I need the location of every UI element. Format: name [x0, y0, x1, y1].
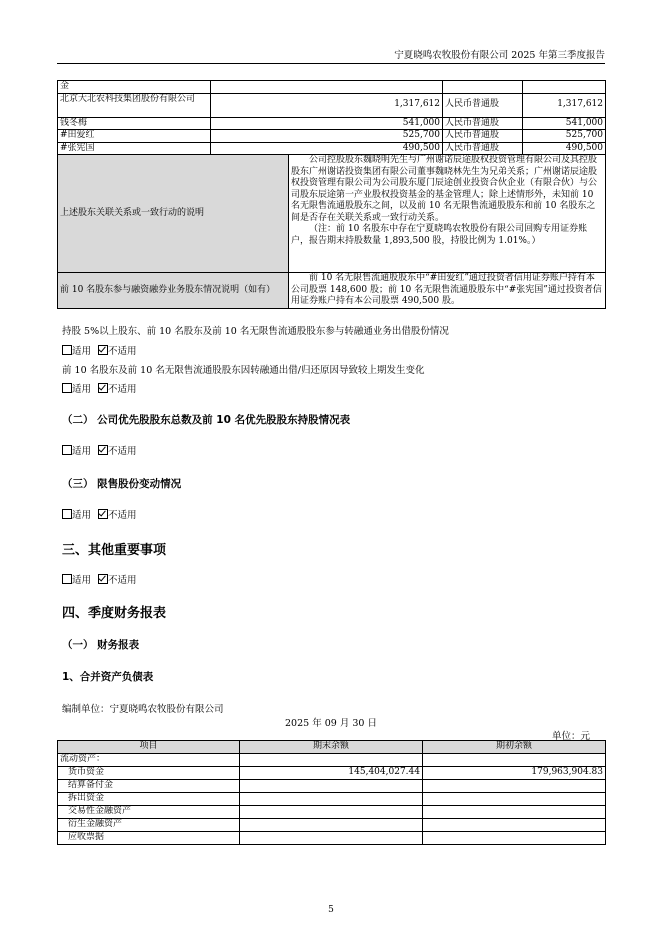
checkbox-unchecked-icon [62, 383, 72, 393]
relation-text: 公司控股股东魏晓明先生与广州谢诺辰途股权投资管理有限公司及其控股股东广州谢诺投资集团有限公司董事魏晓林先生为兄弟关系；广州谢诺辰途股权投资管理有限公司为公司股东厦门辰途创业投资合伙企业（有限合伙）与公司股东辰途第一产业股权投资基金的基金管理人；除上述情形外，未知前 10 名无限售流通股股东之间，以及前 10 名无限售流通股股东和前 10 名股东之间是否存在关联关系或一致行动关系。 [291, 155, 598, 223]
not-applicable-label: 不适用 [108, 346, 137, 357]
checkbox-checked-icon [98, 383, 108, 393]
item-label: 货币资金 [58, 767, 240, 780]
end-balance [240, 806, 423, 819]
applicable-label: 适用 [72, 384, 92, 395]
checkbox-unchecked-icon [62, 574, 72, 584]
page-number: 5 [328, 905, 334, 915]
item-label: 衍生金融资产 [58, 819, 240, 832]
column-header: 期末余额 [240, 741, 423, 754]
item-label: 拆出资金 [58, 793, 240, 806]
end-balance [240, 832, 423, 845]
section-heading: （二） 公司优先股股东总数及前 10 名优先股股东持股情况表 [62, 414, 351, 426]
applicable-label: 适用 [72, 575, 92, 586]
report-date: 2025 年 09 月 30 日 [285, 718, 377, 729]
section-heading: （一） 财务报表 [62, 639, 140, 651]
relation-description [289, 155, 606, 273]
table-row [58, 754, 606, 767]
not-applicable-label: 不适用 [108, 446, 137, 457]
lending-statement: 持股 5%以上股东、前 10 名股东及前 10 名无限售流通股股东参与转融通业务出借股份情况 [62, 326, 449, 337]
shares-held: 490,500 [211, 142, 443, 155]
applicable-label: 适用 [72, 510, 92, 521]
table-row [58, 81, 606, 94]
option-group [62, 572, 137, 586]
shares-held: 541,000 [211, 117, 443, 130]
shareholder-name: 钱冬梅 [58, 117, 211, 130]
shareholder-name: 北京大北农科技集团股份有限公司 [58, 93, 211, 117]
balance-sheet-table [57, 740, 606, 845]
begin-balance [423, 793, 606, 806]
table-row [58, 93, 606, 117]
relation-label: 上述股东关联关系或一致行动的说明 [58, 155, 289, 273]
checkbox-unchecked-icon [62, 445, 72, 455]
section-heading: 三、其他重要事项 [62, 543, 167, 558]
checkbox-checked-icon [98, 445, 108, 455]
not-applicable-label: 不适用 [108, 384, 137, 395]
begin-balance [423, 754, 606, 767]
shareholders-table [57, 80, 606, 309]
checkbox-checked-icon [98, 574, 108, 584]
begin-balance [423, 780, 606, 793]
share-type: 人民币普通股 [443, 130, 523, 143]
shareholder-name: #田爱红 [58, 130, 211, 143]
change-statement: 前 10 名股东及前 10 名无限售流通股股东因转融通出借/归还原因导致较上期发生变化 [62, 365, 425, 376]
item-label: 流动资产： [58, 754, 240, 767]
section-heading: （三） 限售股份变动情况 [62, 478, 182, 490]
begin-balance [423, 832, 606, 845]
table-row [58, 130, 606, 143]
option-group [62, 343, 137, 357]
table-row [58, 819, 606, 832]
table-row [58, 273, 606, 309]
margin-description: 前 10 名无限售流通股股东中“#田爱红”通过投资者信用证券账户持有本公司股票 148,600 股；前 10 名无限售流通股股东中“#张宪国”通过投资者信用证券账户持有本公司股票 490,500 股。 [289, 273, 606, 309]
page-header: 宁夏晓鸣农牧股份有限公司 2025 年第三季度报告 [394, 50, 605, 61]
table-row [58, 832, 606, 845]
end-balance [240, 780, 423, 793]
applicable-label: 适用 [72, 346, 92, 357]
share-count: 541,000 [523, 117, 606, 130]
table-row [58, 155, 606, 273]
option-group [62, 507, 137, 521]
item-label: 结算备付金 [58, 780, 240, 793]
table-row [58, 142, 606, 155]
checkbox-unchecked-icon [62, 345, 72, 355]
begin-balance [423, 806, 606, 819]
share-type: 人民币普通股 [443, 117, 523, 130]
end-balance [240, 793, 423, 806]
share-count: 1,317,612 [523, 93, 606, 117]
table-row [58, 767, 606, 780]
shares-held: 525,700 [211, 130, 443, 143]
compiler-line: 编制单位：宁夏晓鸣农牧股份有限公司 [62, 704, 224, 715]
header-rule [57, 63, 605, 64]
share-type: 人民币普通股 [443, 142, 523, 155]
table-row [58, 806, 606, 819]
not-applicable-label: 不适用 [108, 510, 137, 521]
column-header: 项目 [58, 741, 240, 754]
begin-balance: 179,963,904.83 [423, 767, 606, 780]
item-label: 应收票据 [58, 832, 240, 845]
relation-note: （注：前 10 名股东中存在宁夏晓鸣农牧股份有限公司回购专用证券账户，报告期末持股数量 1,893,500 股，持股比例为 1.01%。） [291, 224, 588, 246]
column-header: 期初余额 [423, 741, 606, 754]
share-count: 525,700 [523, 130, 606, 143]
unit-label: 单位：元 [551, 731, 590, 742]
section-heading: 四、季度财务报表 [62, 606, 167, 621]
item-label: 交易性金融资产 [58, 806, 240, 819]
end-balance [240, 754, 423, 767]
checkbox-unchecked-icon [62, 509, 72, 519]
end-balance [240, 819, 423, 832]
option-group [62, 443, 137, 457]
option-group [62, 381, 137, 395]
table-row [58, 793, 606, 806]
table-header-row [58, 741, 606, 754]
shares-held: 1,317,612 [211, 93, 443, 117]
shareholder-name: 金 [58, 81, 211, 94]
share-type: 人民币普通股 [443, 93, 523, 117]
not-applicable-label: 不适用 [108, 575, 137, 586]
begin-balance [423, 819, 606, 832]
table-row [58, 780, 606, 793]
end-balance: 145,404,027.44 [240, 767, 423, 780]
margin-label: 前 10 名股东参与融资融券业务股东情况说明（如有） [58, 273, 289, 309]
shareholder-name: #张宪国 [58, 142, 211, 155]
checkbox-checked-icon [98, 345, 108, 355]
table-row [58, 117, 606, 130]
section-heading: 1、合并资产负债表 [62, 671, 154, 683]
checkbox-checked-icon [98, 509, 108, 519]
share-count: 490,500 [523, 142, 606, 155]
applicable-label: 适用 [72, 446, 92, 457]
